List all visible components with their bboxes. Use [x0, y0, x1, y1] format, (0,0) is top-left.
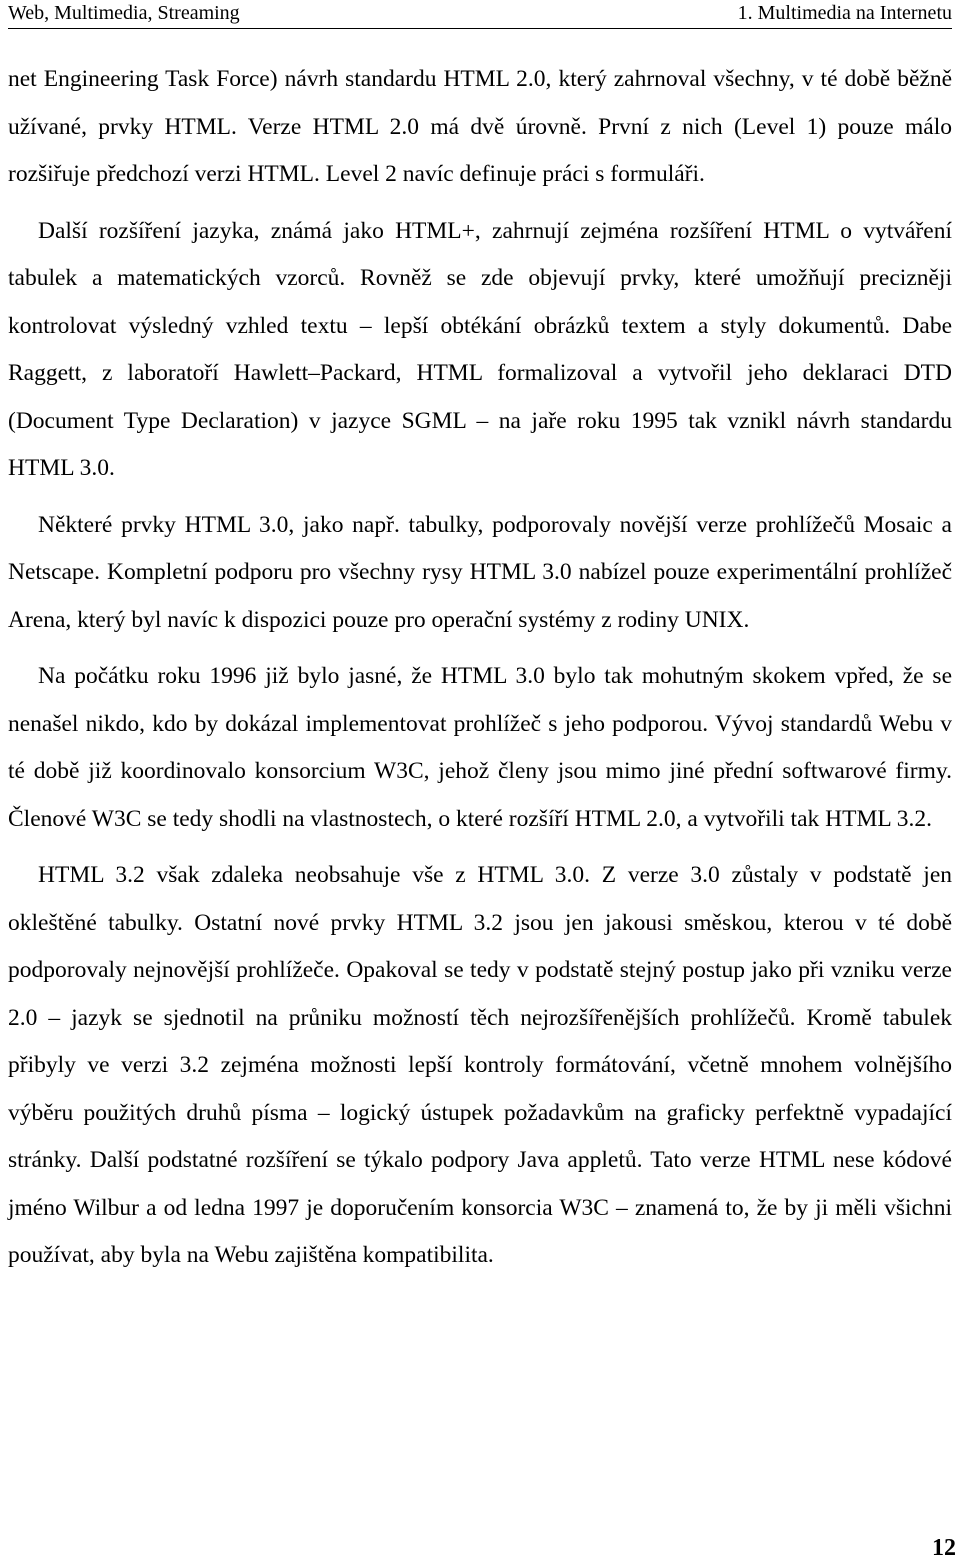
header-right-chapter: 1. Multimedia na Internetu — [737, 2, 952, 24]
header-left-title: Web, Multimedia, Streaming — [8, 2, 240, 24]
page-header — [8, 0, 952, 29]
page-number: 12 — [932, 1535, 956, 1561]
paragraph-3: Některé prvky HTML 3.0, jako např. tabulky, podporovaly novější verze prohlížečů Mosaic a Netscape. Kompletní podporu pro všechny rysy HTML 3.0 nabízel pouze experimentální prohlížeč Arena, který byl navíc k dispozici pouze pro operační systémy z rodiny UNIX. — [8, 511, 952, 633]
paragraph-1: net Engineering Task Force) návrh standardu HTML 2.0, který zahrnoval všechny, v té době běžně užívané, prvky HTML. Verze HTML 2.0 má dvě úrovně. První z nich (Level 1) pouze málo rozšiřuje předchozí verzi HTML. Level 2 navíc definuje práci s formuláři. — [8, 66, 952, 187]
paragraph-2: Další rozšíření jazyka, známá jako HTML+, zahrnují zejména rozšíření HTML o vytváření tabulek a matematických vzorců. Rovněž se zde objevují prvky, které umožňují precizněji kontrolovat výsledný vzhled textu – lepší obtékání obrázků textem a styly dokumentů. Dabe Raggett, z laboratoří Hawlett–Packard, HTML formalizoval a vytvořil jeho deklaraci DTD (Document Type Declaration) v jazyce SGML – na jaře roku 1995 tak vznikl návrh standardu HTML 3.0. — [8, 217, 952, 481]
paragraph-5: HTML 3.2 však zdaleka neobsahuje vše z HTML 3.0. Z verze 3.0 zůstaly v podstatě jen okleštěné tabulky. Ostatní nové prvky HTML 3.2 jsou jen jakousi směskou, kterou v té době podporovaly nejnovější prohlížeče. Opakoval se tedy v podstatě stejný postup jako při vzniku verze 2.0 – jazyk se sjednotil na průniku možností těch nejrozšířenějších prohlížečů. Kromě tabulek přibyly ve verzi 3.2 zejména možnosti lepší kontroly formátování, včetně mnohem volnějšího výběru použitých druhů písma – logický ústupek požadavkům na graficky perfektně vypadající stránky. Další podstatné rozšíření se týkalo podpory Java appletů. Tato verze HTML nese kódové jméno Wilbur a od ledna 1997 je doporučením konsorcia W3C – znamená to, že by ji měli všichni používat, aby byla na Webu zajištěna kompatibilita. — [8, 862, 952, 1268]
document-body — [8, 56, 952, 1280]
paragraph-4: Na počátku roku 1996 již bylo jasné, že HTML 3.0 bylo tak mohutným skokem vpřed, že se nenašel nikdo, kdo by dokázal implementovat prohlížeč s jeho podporou. Vývoj standardů Webu v té době již koordinovalo konsorcium W3C, jehož členy jsou mimo jiné přední softwarové firmy. Členové W3C se tedy shodli na vlastnostech, o které rozšíří HTML 2.0, a vytvořili tak HTML 3.2. — [8, 663, 952, 832]
